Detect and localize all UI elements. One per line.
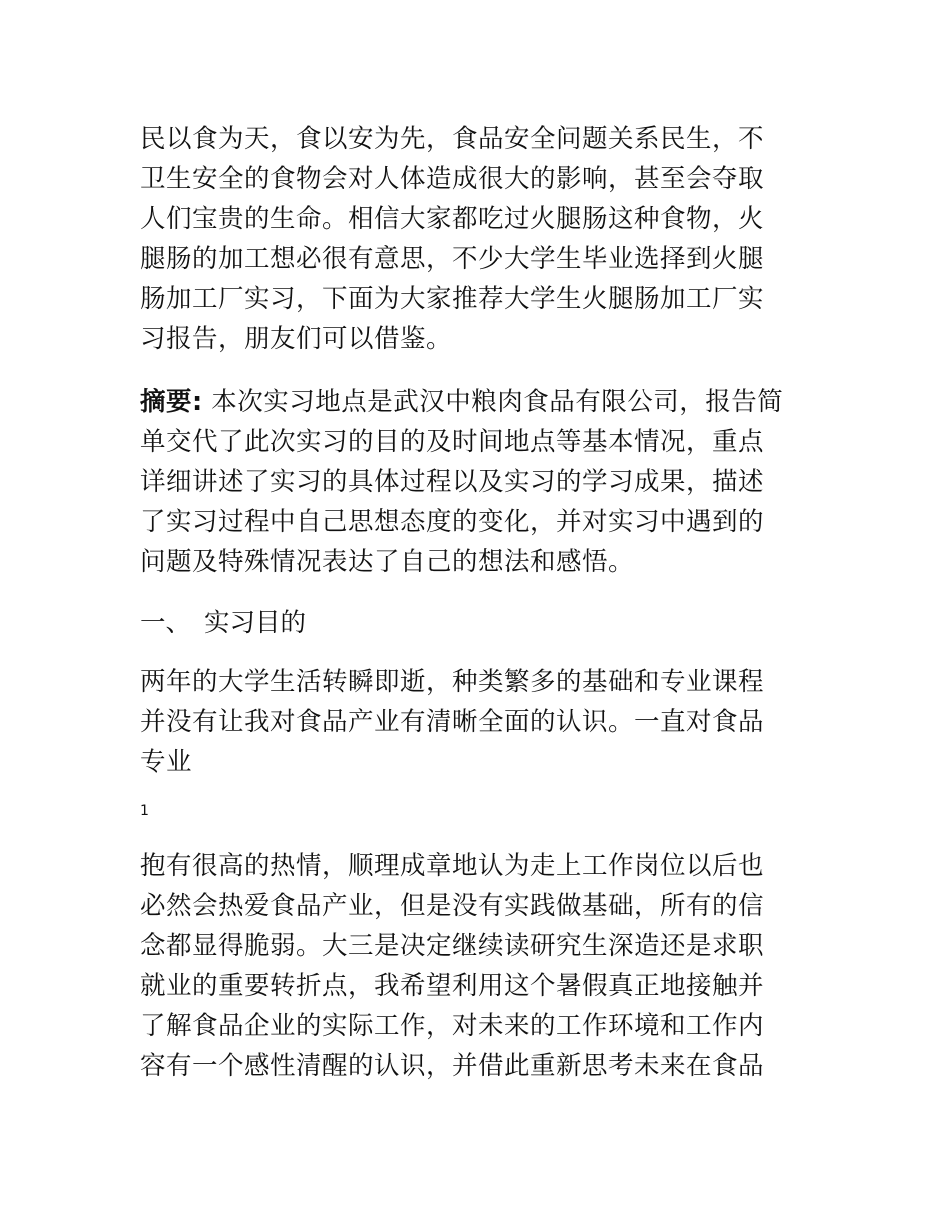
continued-line: 就业的重要转折点，我希望利用这个暑假真正地接触并 — [140, 971, 765, 1001]
purpose-line: 两年的大学生活转瞬即逝，种类繁多的基础和专业课程 — [140, 667, 765, 697]
continued-line: 抱有很高的热情，顺理成章地认为走上工作岗位以后也 — [140, 851, 765, 881]
intro-line: 肠加工厂实习，下面为大家推荐大学生火腿肠加工厂实 — [140, 284, 765, 314]
intro-line: 习报告，朋友们可以借鉴。 — [140, 324, 453, 354]
abstract-line: 详细讲述了实习的具体过程以及实习的学习成果，描述 — [140, 467, 765, 497]
purpose-line: 并没有让我对食品产业有清晰全面的认识。一直对食品 — [140, 707, 765, 737]
intro-line: 民以食为天，食以安为先，食品安全问题关系民生，不 — [140, 124, 765, 154]
continued-paragraph — [140, 846, 764, 1086]
abstract-line: 问题及特殊情况表达了自己的想法和感悟。 — [140, 547, 635, 577]
section-title: 实习目的 — [204, 608, 307, 638]
continued-line: 容有一个感性清醒的认识，并借此重新思考未来在食品 — [140, 1051, 765, 1081]
abstract-paragraph — [140, 382, 783, 582]
section-number: 一、 — [140, 608, 192, 638]
intro-line: 卫生安全的食物会对人体造成很大的影响，甚至会夺取 — [140, 164, 765, 194]
intro-line: 人们宝贵的生命。相信大家都吃过火腿肠这种食物，火 — [140, 204, 765, 234]
intro-paragraph — [140, 119, 764, 359]
abstract-label: 摘要: — [140, 387, 203, 417]
intro-line: 腿肠的加工想必很有意思，不少大学生毕业选择到火腿 — [140, 244, 765, 274]
continued-line: 了解食品企业的实际工作，对未来的工作环境和工作内 — [140, 1011, 765, 1041]
purpose-line: 专业 — [140, 747, 193, 777]
continued-line: 念都显得脆弱。大三是决定继续读研究生深造还是求职 — [140, 931, 765, 961]
abstract-line: 了实习过程中自己思想态度的变化，并对实习中遇到的 — [140, 507, 765, 537]
purpose-paragraph — [140, 662, 764, 782]
continued-line: 必然会热爱食品产业，但是没有实践做基础，所有的信 — [140, 891, 765, 921]
abstract-line: 单交代了此次实习的目的及时间地点等基本情况，重点 — [140, 427, 765, 457]
page-number: 1 — [140, 803, 149, 819]
section-heading — [140, 603, 306, 643]
abstract-first-line-text: 本次实习地点是武汉中粮肉食品有限公司，报告简 — [202, 387, 784, 417]
abstract-first-line — [140, 382, 783, 422]
